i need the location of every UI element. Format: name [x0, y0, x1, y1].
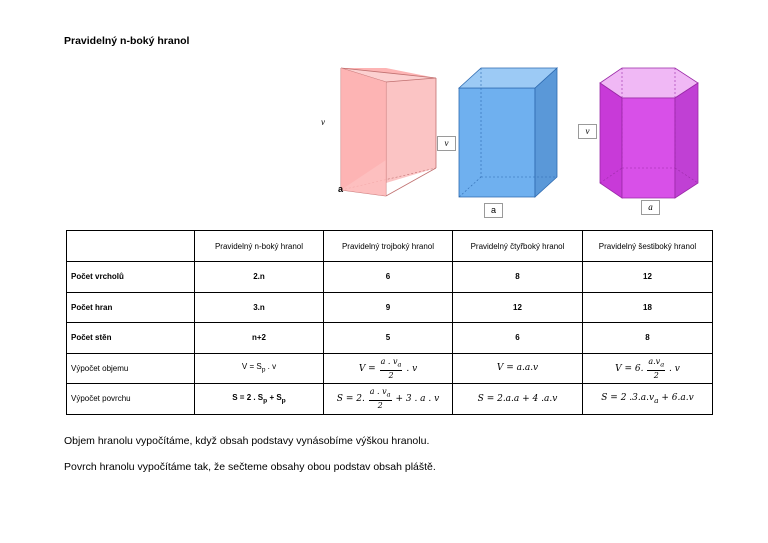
hex-height-label: v [578, 124, 597, 139]
table-cell: 8 [453, 262, 583, 293]
table-header-cell [67, 231, 195, 262]
tri-prism-side [386, 78, 436, 183]
tri-height-label: v [321, 117, 325, 127]
square-prism [459, 68, 557, 197]
volume-quad-cell: V = a.a.v [453, 353, 583, 384]
fraction: $\frac{a . v_a}{2}$ [380, 356, 402, 380]
table-row [67, 353, 713, 384]
surface-quad-cell: S = 2.a.a + 4 .a.v [453, 384, 583, 415]
prism-table [66, 230, 713, 415]
page-title: Pravidelný n-boký hranol [64, 35, 190, 47]
table-cell: 2.n [195, 262, 324, 293]
surface-hex-cell: S = 2 $.3.a.v_a + 6.a.v$ [583, 384, 713, 415]
table-header-cell: Pravidelný trojboký hranol [324, 231, 453, 262]
table-cell: 6 [453, 323, 583, 354]
table-header-cell: Pravidelný čtyřboký hranol [453, 231, 583, 262]
surface-general-cell: S = 2 . $S_p + S_p$ [195, 384, 324, 415]
table-row [67, 262, 713, 293]
volume-paragraph: Objem hranolu vypočítáme, když obsah podstavy vynásobíme výškou hranolu. [64, 435, 430, 447]
table-header-cell: Pravidelný n-boký hranol [195, 231, 324, 262]
quad-side-label: a [484, 203, 503, 218]
row-label-volume: Výpočet objemu [67, 353, 195, 384]
triangular-prism [341, 68, 436, 196]
table-cell: 9 [324, 292, 453, 323]
volume-general-cell: $V = S_p$ . v [195, 353, 324, 384]
volume-hex-cell: V = 6. $\frac{a.v_a}{2}$ . v [583, 353, 713, 384]
table-cell: 18 [583, 292, 713, 323]
hexagonal-prism [600, 68, 698, 198]
row-label-surface: Výpočet povrchu [67, 384, 195, 415]
fraction: $\frac{a . v_a}{2}$ [369, 387, 391, 411]
volume-tri-cell: V = $\frac{a . v_a}{2}$ . v [324, 353, 453, 384]
row-label-edges: Počet hran [67, 292, 195, 323]
hex-side-label: a [641, 200, 660, 215]
fraction: $\frac{a.v_a}{2}$ [648, 356, 665, 380]
surface-paragraph: Povrch hranolu vypočítáme tak, že sečteme obsahy obou podstav obsah pláště. [64, 461, 436, 473]
quad-prism-side [535, 68, 557, 197]
table-header-row [67, 231, 713, 262]
row-label-vertices: Počet vrcholů [67, 262, 195, 293]
surface-tri-cell: S = 2. $\frac{a . v_a}{2}$ + 3 . a . v [324, 384, 453, 415]
table-cell: 3.n [195, 292, 324, 323]
table-cell: 12 [453, 292, 583, 323]
quad-prism-front [459, 88, 535, 197]
row-label-faces: Počet stěn [67, 323, 195, 354]
quad-height-label: v [437, 136, 456, 151]
table-cell: 8 [583, 323, 713, 354]
table-row [67, 384, 713, 415]
table-cell: 12 [583, 262, 713, 293]
table-row [67, 323, 713, 354]
tri-side-label: a [338, 184, 344, 194]
table-cell: 5 [324, 323, 453, 354]
prism-figures [0, 0, 768, 230]
table-cell: n+2 [195, 323, 324, 354]
prism-illustrations [0, 0, 768, 230]
table-cell: 6 [324, 262, 453, 293]
table-row [67, 292, 713, 323]
table-header-cell: Pravidelný šestiboký hranol [583, 231, 713, 262]
